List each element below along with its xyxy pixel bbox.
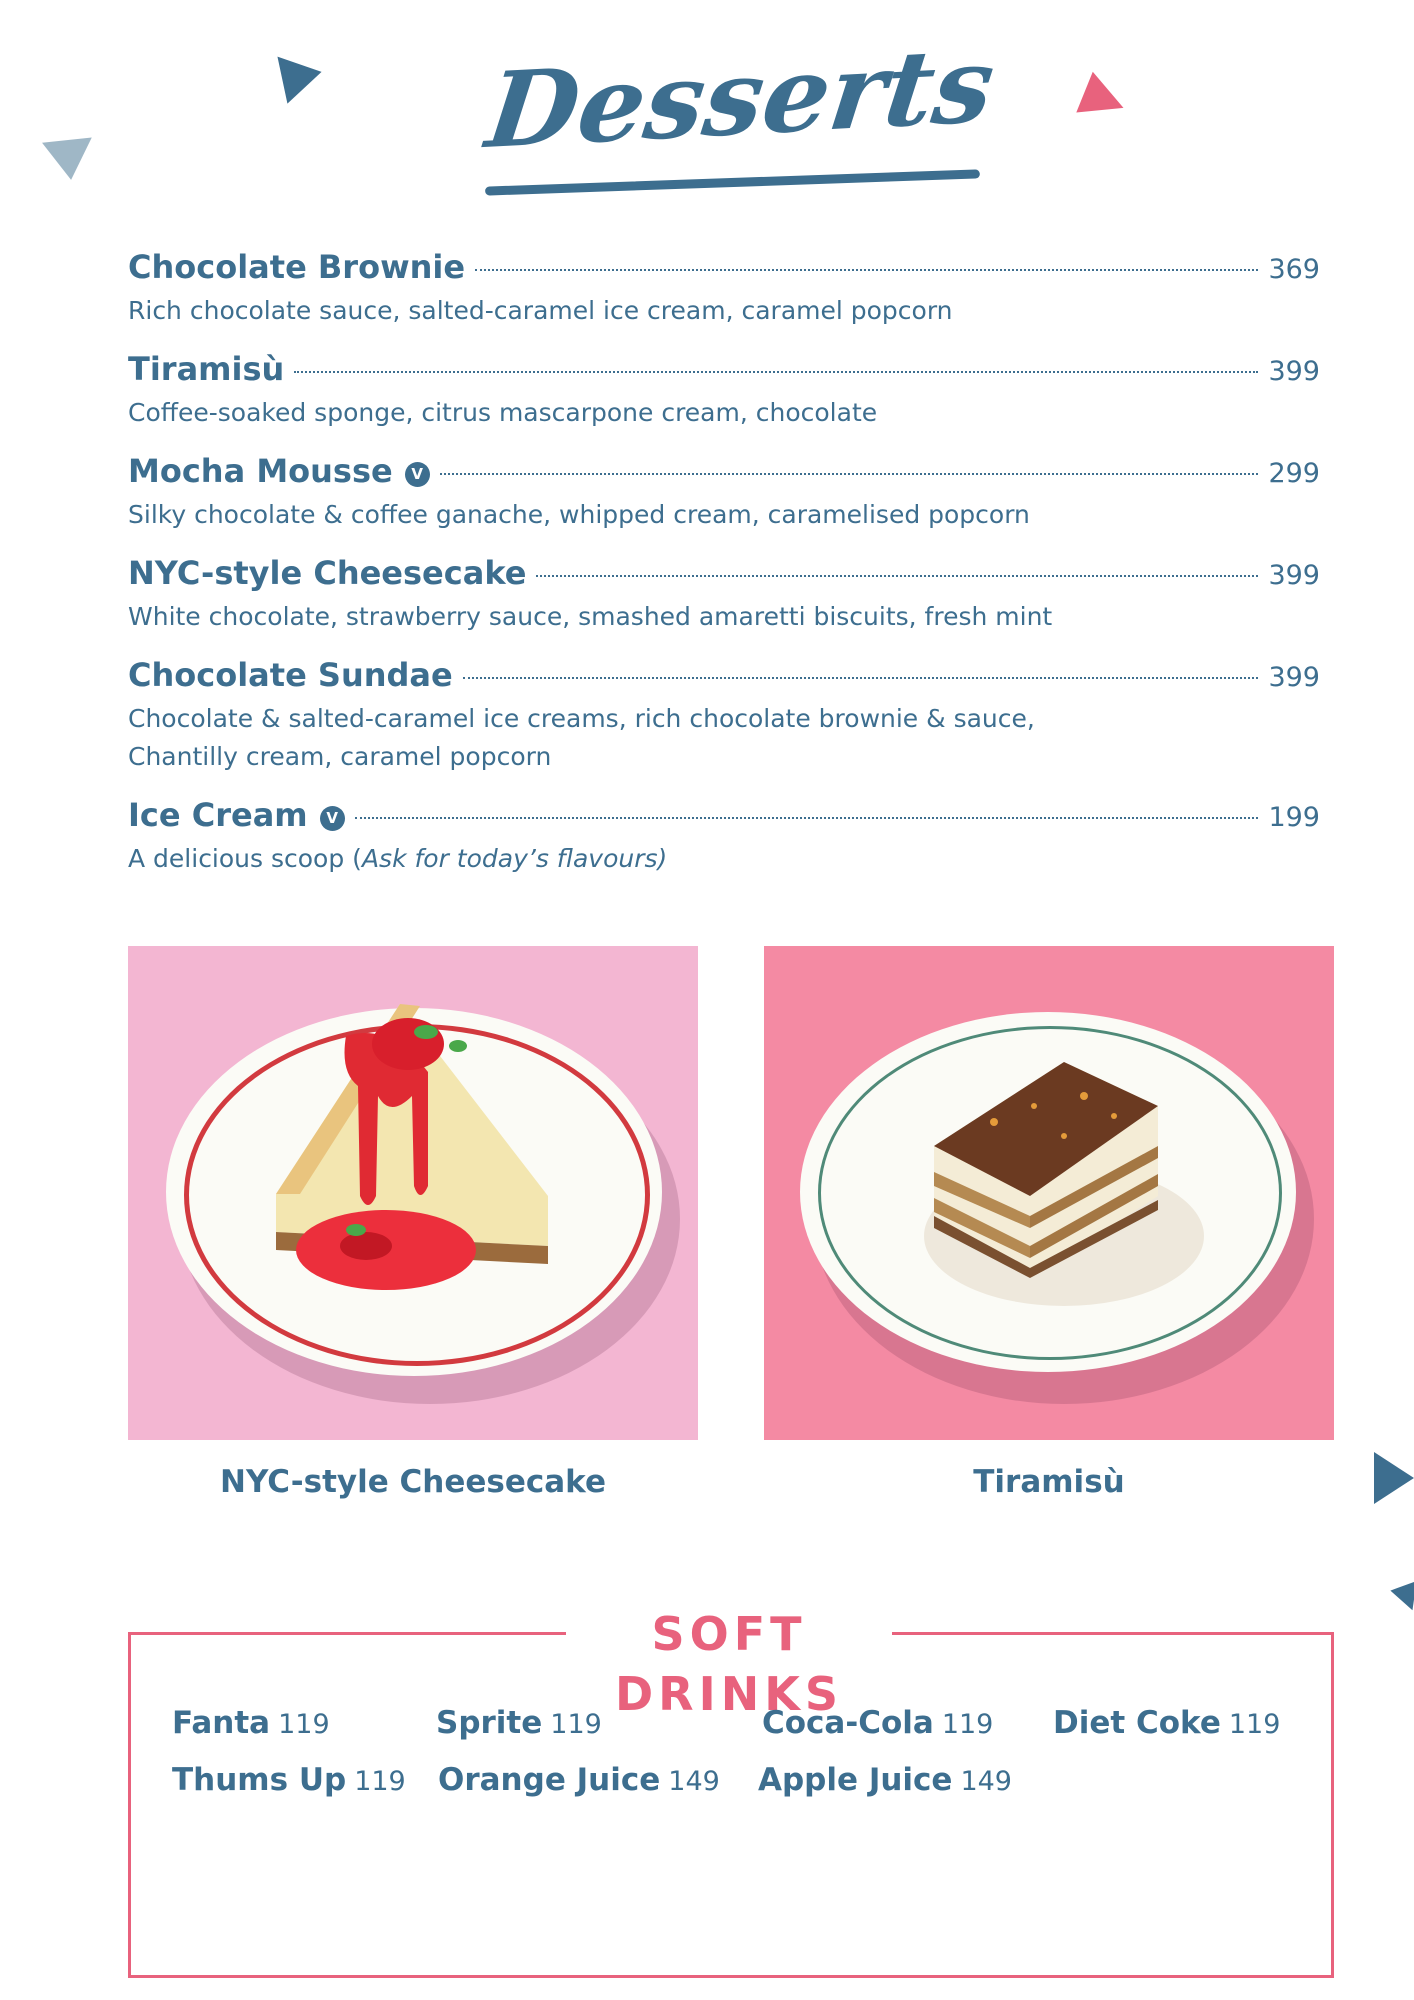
drink-item xyxy=(172,1762,406,1798)
menu-item-name: Mocha Mousse xyxy=(128,452,393,490)
decor-triangle-icon xyxy=(1390,1581,1414,1615)
menu-item-name: Tiramisù xyxy=(128,350,285,388)
menu-item-description: A delicious scoop (Ask for today’s flavours) xyxy=(128,844,668,873)
menu-item-name: Chocolate Sundae xyxy=(128,656,453,694)
menu-item-price: 399 xyxy=(1268,662,1320,693)
drink-name: Orange Juice xyxy=(438,1762,661,1798)
drink-price: 119 xyxy=(550,1709,602,1740)
drink-price: 119 xyxy=(354,1766,406,1797)
drink-item xyxy=(1053,1705,1280,1741)
menu-item-name: NYC-style Cheesecake xyxy=(128,554,527,592)
menu-item-price: 199 xyxy=(1268,802,1320,833)
dotted-leader xyxy=(355,817,1259,819)
drink-name: Fanta xyxy=(172,1705,271,1741)
dotted-leader xyxy=(536,575,1258,577)
drink-item xyxy=(758,1762,1012,1798)
menu-item-price: 399 xyxy=(1268,560,1320,591)
drink-price: 119 xyxy=(278,1709,330,1740)
drink-price: 149 xyxy=(668,1766,720,1797)
decor-triangle-icon xyxy=(42,137,96,182)
page-title: Desserts xyxy=(480,22,1001,173)
vegetarian-badge-icon: V xyxy=(320,806,345,831)
menu-item-description-line2: Chantilly cream, caramel popcorn xyxy=(128,742,552,771)
decor-triangle-icon xyxy=(277,48,326,103)
menu-item-price: 299 xyxy=(1268,458,1320,489)
drink-item xyxy=(438,1762,720,1798)
menu-item-price: 399 xyxy=(1268,356,1320,387)
menu-item xyxy=(128,350,1320,432)
menu-item xyxy=(128,452,1320,534)
drink-name: Coca-Cola xyxy=(762,1705,934,1741)
dotted-leader xyxy=(463,677,1259,679)
menu-item xyxy=(128,656,1320,776)
drink-name: Sprite xyxy=(436,1705,543,1741)
drink-name: Diet Coke xyxy=(1053,1705,1221,1741)
drink-item xyxy=(172,1705,330,1741)
menu-item-name: Chocolate Brownie xyxy=(128,248,466,286)
menu-item-description: Silky chocolate & coffee ganache, whipped cream, caramelised popcorn xyxy=(128,500,1030,529)
menu-item xyxy=(128,796,1320,878)
drink-price: 119 xyxy=(1228,1709,1281,1740)
photo-caption: Tiramisù xyxy=(973,1464,1125,1500)
photo-caption: NYC-style Cheesecake xyxy=(220,1464,606,1500)
cheesecake-photo xyxy=(128,946,698,1440)
drink-price: 149 xyxy=(960,1766,1012,1797)
menu-item xyxy=(128,248,1320,330)
dotted-leader xyxy=(440,473,1259,475)
menu-item xyxy=(128,554,1320,636)
menu-item-description: Rich chocolate sauce, salted-caramel ice cream, caramel popcorn xyxy=(128,296,953,325)
tiramisu-icon xyxy=(764,946,1334,1440)
drink-item xyxy=(436,1705,602,1741)
dotted-leader xyxy=(475,269,1258,271)
dessert-menu xyxy=(128,248,1320,898)
decor-triangle-icon xyxy=(1076,72,1131,129)
decor-triangle-icon xyxy=(1374,1452,1414,1504)
drink-name: Thums Up xyxy=(172,1762,347,1798)
menu-item-name: Ice Cream xyxy=(128,796,308,834)
tiramisu-photo xyxy=(764,946,1334,1440)
dotted-leader xyxy=(294,371,1258,373)
drink-item xyxy=(762,1705,993,1741)
menu-item-description: Chocolate & salted-caramel ice creams, rich chocolate brownie & sauce, xyxy=(128,704,1035,733)
flavours-note: Ask for today’s flavours) xyxy=(361,844,668,873)
menu-item-description: Coffee-soaked sponge, citrus mascarpone cream, chocolate xyxy=(128,398,878,427)
cheesecake-icon xyxy=(128,946,698,1440)
soft-drinks-heading: SOFT DRINKS xyxy=(566,1604,892,1664)
menu-item-description: White chocolate, strawberry sauce, smashed amaretti biscuits, fresh mint xyxy=(128,602,1053,631)
menu-item-price: 369 xyxy=(1268,254,1320,285)
vegetarian-badge-icon: V xyxy=(405,462,430,487)
drink-name: Apple Juice xyxy=(758,1762,953,1798)
drink-price: 119 xyxy=(941,1709,994,1740)
